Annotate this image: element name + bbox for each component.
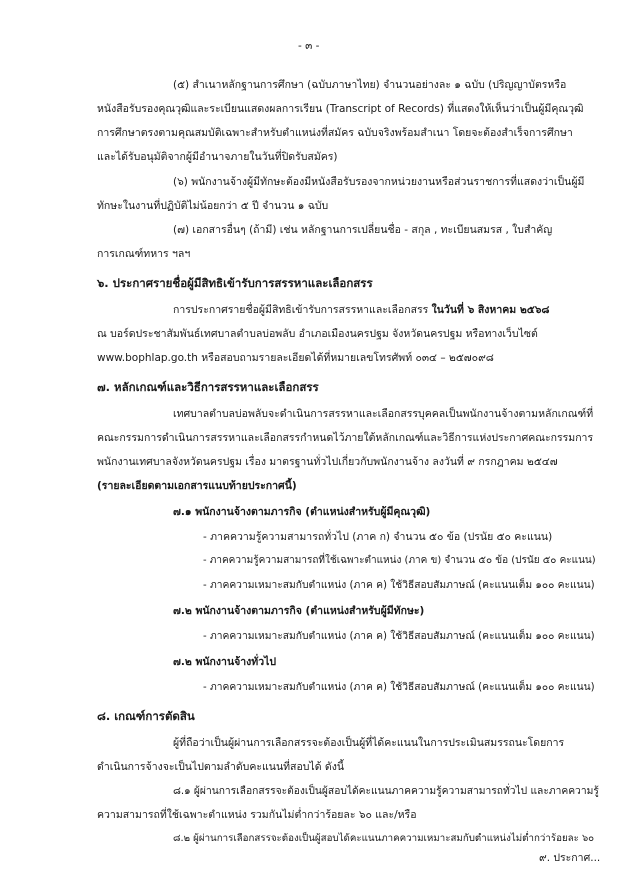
section-7-3-title: ๗.๒ พนักงานจ้างทั่วไป [173,656,277,668]
section-7-1-item-2: - ภาคความรู้ความสามารถที่ใช้เฉพาะตำแหน่ง (ภาค ข) จำนวน ๕๐ ข้อ (ปรนัย ๕๐ คะแนน) [203,555,596,566]
section-8-criterion-2: ๘.๒ ผู้ผ่านการเลือกสรรจะต้องเป็นผู้สอบได้คะแนนภาคความเหมาะสมกับตำแหน่งไม่ต่ำกว่าร้อยละ ๖๐ [173,833,595,844]
section-7-2-item-1: - ภาคความเหมาะสมกับตำแหน่ง (ภาค ค) ใช้วิธีสอบสัมภาษณ์ (คะแนนเต็ม ๑๐๐ คะแนน) [203,630,595,642]
section-7-heading: ๗. หลักเกณฑ์และวิธีการสรรหาและเลือกสรร [97,380,319,394]
section-7-p4: (รายละเอียดตามเอกสารแนบท้ายประกาศนี้) [97,480,297,492]
section-8-p2: ดำเนินการจ้างจะเป็นไปตามลำดับคะแนนที่สอบได้ ดังนี้ [97,761,344,773]
section-8-criterion-1b: ความสามารถที่ใช้เฉพาะตำแหน่ง รวมกันไม่ต่ำกว่าร้อยละ ๖๐ และ/หรือ [97,809,417,821]
section-7-p3: พนักงานเทศบาลจังหวัดนครปฐม เรื่อง มาตรฐานทั่วไปเกี่ยวกับพนักงานจ้าง ลงวันที่ ๙ กรกฎาคม ๒๕๔๗ [97,456,558,468]
doc-item-5-line2: หนังสือรับรองคุณวุฒิและระเบียนแสดงผลการเรียน (Transcript of Records) ที่แสดงให้เห็นว่าเป็นผู้มีคุณวุฒิ [97,103,584,115]
section-7-1-title: ๗.๑ พนักงานจ้างตามภารกิจ (ตำแหน่งสำหรับผู้มีคุณวุฒิ) [173,506,431,518]
section-6-line1-prefix: การประกาศรายชื่อผู้มีสิทธิเข้ารับการสรรหาและเลือกสรร [173,304,429,316]
section-6-date: ในวันที่ ๖ สิงหาคม ๒๕๖๘ [431,304,550,316]
doc-item-6-line2: ทักษะในงานที่ปฏิบัติไม่น้อยกว่า ๕ ปี จำนวน ๑ ฉบับ [97,200,329,212]
next-page-indicator: ๙. ประกาศ... [539,852,601,864]
section-7-1-item-1: - ภาคความรู้ความสามารถทั่วไป (ภาค ก) จำนวน ๕๐ ข้อ (ปรนัย ๕๐ คะแนน) [203,531,553,543]
doc-item-5-line4: และได้รับอนุมัติจากผู้มีอำนาจภายในวันที่ปิดรับสมัคร) [97,151,338,163]
section-7-p1: เทศบาลตำบลบ่อพลับจะดำเนินการสรรหาและเลือกสรรบุคคลเป็นพนักงานจ้างตามหลักเกณฑ์ที่ [173,408,594,420]
doc-item-5-line3: การศึกษาตรงตามคุณสมบัติเฉพาะสำหรับตำแหน่งที่สมัคร ฉบับจริงพร้อมสำเนา โดยจะต้องสำเร็จการศึกษา [97,127,573,139]
section-7-3-item-1: - ภาคความเหมาะสมกับตำแหน่ง (ภาค ค) ใช้วิธีสอบสัมภาษณ์ (คะแนนเต็ม ๑๐๐ คะแนน) [203,681,595,693]
section-6-line2: ณ บอร์ดประชาสัมพันธ์เทศบาลตำบลบ่อพลับ อำเภอเมืองนครปฐม จังหวัดนครปฐม หรือทางเว็บไซต์ [97,328,538,340]
doc-item-6-line1: (๖) พนักงานจ้างผู้มีทักษะต้องมีหนังสือรับรองจากหน่วยงานหรือส่วนราชการที่แสดงว่าเป็นผู้มี [173,176,585,188]
doc-item-5-line1: (๕) สำเนาหลักฐานการศึกษา (ฉบับภาษาไทย) จำนวนอย่างละ ๑ ฉบับ (ปริญญาบัตรหรือ [173,79,567,91]
section-6-line3: www.bophlap.go.th หรือสอบถามรายละเอียดได้ที่หมายเลขโทรศัพท์ ๐๓๔ – ๒๕๗๐๙๘ [97,352,494,364]
section-7-p2: คณะกรรมการดำเนินการสรรหาและเลือกสรรกำหนดไว้ภายใต้หลักเกณฑ์และวิธีการแห่งประกาศคณะกรรมการ [97,432,594,444]
section-8-heading: ๘. เกณฑ์การตัดสิน [97,709,195,723]
section-7-2-title: ๗.๒ พนักงานจ้างตามภารกิจ (ตำแหน่งสำหรับผู้มีทักษะ) [173,605,425,617]
section-6-heading: ๖. ประกาศรายชื่อผู้มีสิทธิเข้ารับการสรรหาและเลือกสรร [97,276,373,290]
doc-item-7-line2: การเกณฑ์ทหาร ฯลฯ [97,248,191,260]
section-6-line1 [173,304,550,317]
section-7-1-item-3: - ภาคความเหมาะสมกับตำแหน่ง (ภาค ค) ใช้วิธีสอบสัมภาษณ์ (คะแนนเต็ม ๑๐๐ คะแนน) [203,579,595,591]
doc-item-7-line1: (๗) เอกสารอื่นๆ (ถ้ามี) เช่น หลักฐานการเปลี่ยนชื่อ - สกุล , ทะเบียนสมรส , ใบสำคัญ [173,224,553,236]
section-8-criterion-1a: ๘.๑ ผู้ผ่านการเลือกสรรจะต้องเป็นผู้สอบได้คะแนนภาคความรู้ความสามารถทั่วไป และภาคความรู้ [173,785,599,797]
section-8-p1: ผู้ที่ถือว่าเป็นผู้ผ่านการเลือกสรรจะต้องเป็นผู้ที่ได้คะแนนในการประเมินสมรรถนะโดยการ [173,737,565,749]
page-number: - ๓ - [298,40,320,52]
